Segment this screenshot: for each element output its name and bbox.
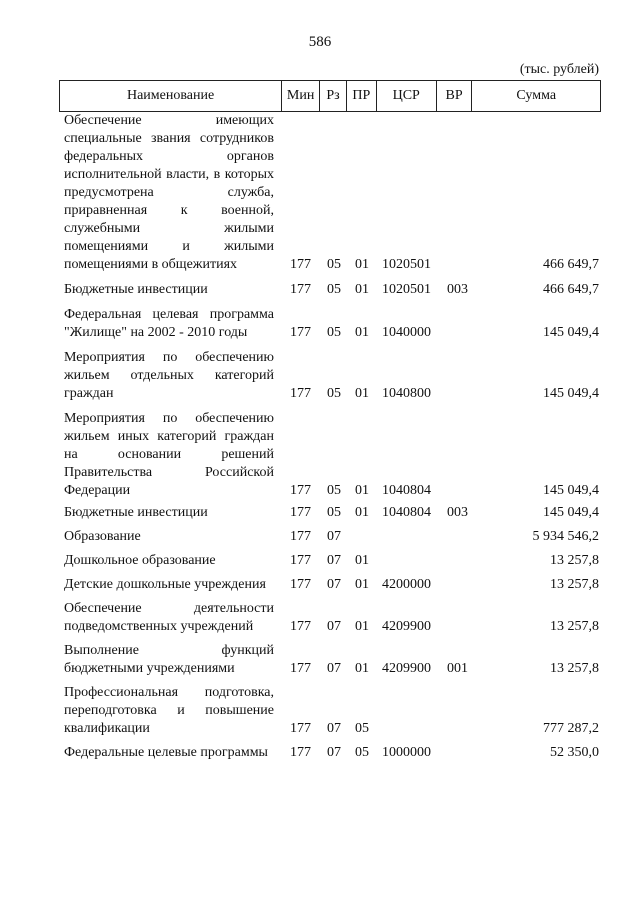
row-name: Федеральные целевые программы <box>64 745 268 760</box>
row-csr: 4209900 <box>382 661 431 676</box>
units-label: (тыс. рублей) <box>519 62 599 77</box>
row-sum: 145 049,4 <box>543 483 599 498</box>
row-sum: 13 257,8 <box>550 661 599 676</box>
row-pr: 01 <box>355 619 369 634</box>
row-rz: 07 <box>327 745 341 760</box>
row-pr: 01 <box>355 577 369 592</box>
row-name: Профессиональная подготовка, переподготовка и повышение квалификации <box>64 685 274 736</box>
table-row <box>0 600 640 636</box>
table-row <box>0 744 640 762</box>
table-row <box>0 684 640 738</box>
row-pr: 01 <box>355 553 369 568</box>
row-min: 177 <box>290 282 311 297</box>
table-header <box>59 80 601 112</box>
row-name: Мероприятия по обеспечению жильем отдельных категорий граждан <box>64 350 274 401</box>
row-name: Образование <box>64 529 141 544</box>
row-pr: 01 <box>355 282 369 297</box>
row-min: 177 <box>290 577 311 592</box>
row-pr: 01 <box>355 325 369 340</box>
header-csr: ЦСР <box>377 81 437 111</box>
row-sum: 52 350,0 <box>550 745 599 760</box>
row-csr: 1000000 <box>382 745 431 760</box>
row-csr: 1040804 <box>382 483 431 498</box>
row-csr: 1040800 <box>382 386 431 401</box>
table-row <box>0 528 640 546</box>
row-sum: 145 049,4 <box>543 325 599 340</box>
row-min: 177 <box>290 505 311 520</box>
row-rz: 05 <box>327 257 341 272</box>
table-row <box>0 642 640 678</box>
row-csr: 1040000 <box>382 325 431 340</box>
row-name: Выполнение функций бюджетными учреждениями <box>64 643 274 676</box>
row-sum: 466 649,7 <box>543 282 599 297</box>
row-rz: 07 <box>327 619 341 634</box>
row-rz: 05 <box>327 483 341 498</box>
row-pr: 01 <box>355 386 369 401</box>
row-rz: 05 <box>327 282 341 297</box>
row-min: 177 <box>290 553 311 568</box>
row-vr: 003 <box>447 505 468 520</box>
row-name: Бюджетные инвестиции <box>64 282 208 297</box>
row-name: Бюджетные инвестиции <box>64 505 208 520</box>
row-pr: 01 <box>355 257 369 272</box>
header-pr: ПР <box>347 81 377 111</box>
row-min: 177 <box>290 257 311 272</box>
row-sum: 13 257,8 <box>550 553 599 568</box>
row-sum: 466 649,7 <box>543 257 599 272</box>
row-csr: 1020501 <box>382 257 431 272</box>
table-row <box>0 112 640 274</box>
row-csr: 4209900 <box>382 619 431 634</box>
row-vr: 001 <box>447 661 468 676</box>
row-csr: 1020501 <box>382 282 431 297</box>
row-name: Федеральная целевая программа "Жилище" на 2002 - 2010 годы <box>64 307 274 340</box>
row-min: 177 <box>290 721 311 736</box>
row-sum: 145 049,4 <box>543 505 599 520</box>
row-min: 177 <box>290 661 311 676</box>
row-name: Мероприятия по обеспечению жильем иных категорий граждан на основании решений Правительства Российской Федерации <box>64 411 274 498</box>
row-name: Дошкольное образование <box>64 553 216 568</box>
row-rz: 07 <box>327 721 341 736</box>
row-rz: 05 <box>327 505 341 520</box>
table-row <box>0 281 640 299</box>
page-number: 586 <box>308 34 332 50</box>
header-sum: Сумма <box>516 88 557 103</box>
row-sum: 145 049,4 <box>543 386 599 401</box>
table-row <box>0 504 640 522</box>
row-sum: 13 257,8 <box>550 619 599 634</box>
row-min: 177 <box>290 529 311 544</box>
table-row <box>0 349 640 403</box>
row-sum: 13 257,8 <box>550 577 599 592</box>
header-min: Мин <box>282 81 320 111</box>
row-rz: 05 <box>327 325 341 340</box>
row-name: Детские дошкольные учреждения <box>64 577 266 592</box>
row-min: 177 <box>290 745 311 760</box>
row-vr: 003 <box>447 282 468 297</box>
row-csr: 4200000 <box>382 577 431 592</box>
row-csr: 1040804 <box>382 505 431 520</box>
row-sum: 777 287,2 <box>543 721 599 736</box>
row-rz: 07 <box>327 661 341 676</box>
table-body <box>0 112 640 762</box>
row-min: 177 <box>290 483 311 498</box>
row-pr: 01 <box>355 661 369 676</box>
table-row <box>0 576 640 594</box>
header-name: Наименование <box>60 81 282 111</box>
row-name: Обеспечение имеющих специальные звания сотрудников федеральных органов исполнительной власти, в которых предусмотрена служба, приравненная к военной, служебными жилыми помещениями и жилыми помещениями в общежитиях <box>64 113 274 272</box>
row-rz: 07 <box>327 529 341 544</box>
table-row <box>0 410 640 500</box>
row-min: 177 <box>290 386 311 401</box>
row-pr: 01 <box>355 505 369 520</box>
row-rz: 07 <box>327 553 341 568</box>
row-pr: 01 <box>355 483 369 498</box>
row-sum: 5 934 546,2 <box>532 529 599 544</box>
table-row <box>0 306 640 342</box>
row-rz: 07 <box>327 577 341 592</box>
row-name: Обеспечение деятельности подведомственных учреждений <box>64 601 274 634</box>
row-rz: 05 <box>327 386 341 401</box>
row-min: 177 <box>290 325 311 340</box>
row-pr: 05 <box>355 721 369 736</box>
row-pr: 05 <box>355 745 369 760</box>
row-min: 177 <box>290 619 311 634</box>
header-vr: ВР <box>437 81 473 111</box>
header-rz: Рз <box>320 81 347 111</box>
table-row <box>0 552 640 570</box>
